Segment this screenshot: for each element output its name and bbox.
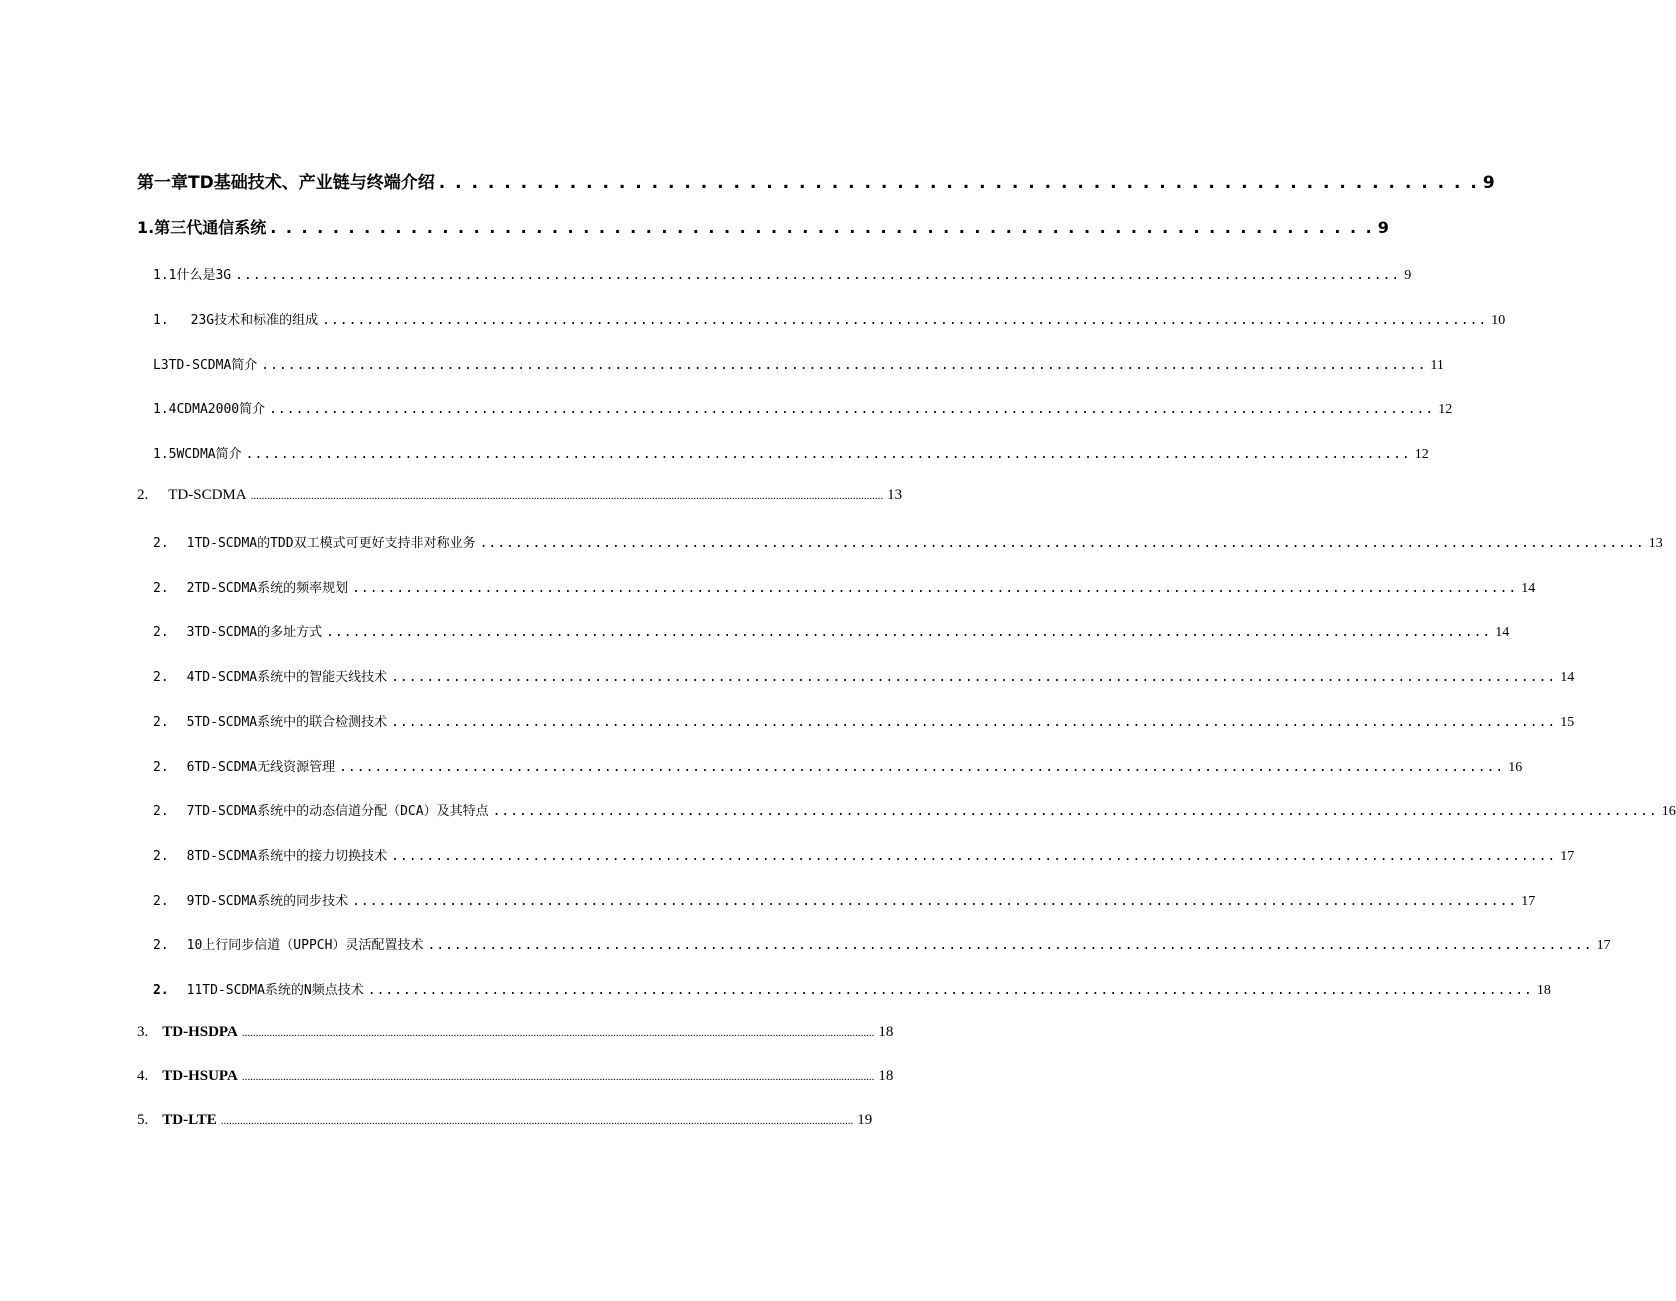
toc-entry[interactable] — [153, 398, 1453, 418]
toc-entry-title: 1.第三代通信系统 — [137, 218, 267, 237]
toc-leader-dots: ...................................................................................................................................................................................................................................... — [241, 1071, 875, 1083]
toc-entry-number: 2. — [153, 849, 169, 864]
toc-entry-number: 2. — [153, 938, 169, 953]
toc-entry-page: 16 — [1508, 760, 1523, 775]
toc-entry[interactable] — [153, 756, 1523, 776]
toc-entry[interactable] — [153, 711, 1575, 731]
toc-entry[interactable] — [153, 621, 1510, 641]
toc-entry-title: L3TD-SCDMA简介 — [153, 358, 258, 373]
toc-entry-number: 2. — [153, 670, 169, 685]
toc-entry-number: 2. — [153, 715, 169, 730]
toc-entry-page: 16 — [1661, 804, 1676, 819]
toc-entry-title: 1.4CDMA2000简介 — [153, 402, 266, 417]
toc-entry-title: 2TD-SCDMA系统的频率规划 — [186, 581, 349, 596]
toc-entry-page: 19 — [857, 1112, 873, 1128]
toc-entry-page: 14 — [1560, 670, 1575, 685]
toc-leader-dots: .................................................................................................................................... — [391, 715, 1557, 730]
toc-entry-page: 13 — [887, 487, 903, 503]
toc-leader-dots: .................................................................................................................................... — [235, 268, 1401, 283]
toc-leader-dots: .................................................................................................................................... — [269, 402, 1435, 417]
toc-entry-number: 4. — [137, 1068, 149, 1084]
toc-entry-page: 18 — [878, 1068, 894, 1084]
toc-entry[interactable] — [153, 890, 1536, 910]
toc-entry-number: 2. — [137, 487, 149, 503]
toc-entry-title: 9TD-SCDMA系统的同步技术 — [186, 894, 349, 909]
toc-entry-title: 6TD-SCDMA无线资源管理 — [186, 760, 336, 775]
toc-entry-title: 第一章TD基础技术、产业链与终端介绍 — [137, 173, 435, 193]
toc-leader-dots: ...................................................................................................................................................................................................................................... — [241, 1027, 875, 1039]
toc-entry[interactable] — [153, 666, 1575, 686]
toc-entry-page: 18 — [878, 1024, 894, 1040]
toc-entry-number: 2. — [153, 894, 169, 909]
toc-entry-number: 2. — [153, 804, 169, 819]
toc-entry-page: 17 — [1521, 894, 1536, 909]
toc-entry-page: 18 — [1536, 983, 1551, 998]
toc-entry-number: 3. — [137, 1024, 149, 1040]
toc-entry[interactable] — [137, 487, 903, 504]
toc-leader-dots: . . . . . . . . . . . . . . . . . . . . . . . . . . . . . . . . . . . . . . . . . . . . . . . . . . . . . . . . . . . . . . . . . . . . . . . — [270, 218, 1374, 237]
toc-leader-dots: .................................................................................................................................... — [479, 536, 1645, 551]
toc-entry-title: TD-SCDMA — [168, 487, 247, 503]
toc-entry-title: 3TD-SCDMA的多址方式 — [186, 625, 323, 640]
toc-leader-dots: .................................................................................................................................... — [391, 670, 1557, 685]
toc-entry-page: 12 — [1438, 402, 1453, 417]
toc-entry[interactable] — [137, 168, 1495, 193]
toc-leader-dots: .................................................................................................................................... — [427, 938, 1593, 953]
toc-entry-page: 9 — [1404, 268, 1412, 283]
toc-entry-title: TD-LTE — [162, 1112, 217, 1128]
toc-entry-number: 1. — [153, 313, 169, 328]
toc-entry-page: 9 — [1482, 173, 1495, 193]
toc-entry[interactable] — [153, 264, 1412, 284]
toc-leader-dots: .................................................................................................................................... — [367, 983, 1533, 998]
toc-entry[interactable] — [137, 1112, 873, 1129]
toc-entry-page: 15 — [1560, 715, 1575, 730]
toc-leader-dots: .................................................................................................................................... — [326, 625, 1492, 640]
toc-entry-page: 12 — [1414, 447, 1429, 462]
toc-entry-title: 4TD-SCDMA系统中的智能天线技术 — [186, 670, 388, 685]
toc-entry-page: 11 — [1430, 358, 1444, 373]
toc-entry[interactable] — [137, 215, 1389, 238]
toc-entry-page: 17 — [1560, 849, 1575, 864]
toc-entry-title: 10上行同步信道（UPPCH）灵活配置技术 — [186, 938, 424, 953]
toc-entry-page: 13 — [1648, 536, 1663, 551]
toc-entry-title: 1.1什么是3G — [153, 268, 232, 283]
toc-entry-title: TD-HSDPA — [162, 1024, 238, 1040]
toc-entry[interactable] — [153, 354, 1444, 374]
toc-entry[interactable] — [153, 309, 1506, 329]
toc-entry-title: 1TD-SCDMA的TDD双工模式可更好支持非对称业务 — [186, 536, 476, 551]
toc-leader-dots: .................................................................................................................................... — [492, 804, 1658, 819]
toc-entry-title: 7TD-SCDMA系统中的动态信道分配（DCA）及其特点 — [186, 804, 489, 819]
toc-leader-dots: ...................................................................................................................................................................................................................................... — [250, 490, 884, 502]
toc-entry-title: 23G技术和标准的组成 — [190, 313, 319, 328]
toc-entry-title: 8TD-SCDMA系统中的接力切换技术 — [186, 849, 388, 864]
toc-entry-number: 2. — [153, 581, 169, 596]
toc-leader-dots: .................................................................................................................................... — [339, 760, 1505, 775]
toc-entry-page: 10 — [1491, 313, 1506, 328]
toc-leader-dots: .................................................................................................................................... — [322, 313, 1488, 328]
toc-leader-dots: .................................................................................................................................... — [352, 581, 1518, 596]
toc-entry-number: 2. — [153, 625, 169, 640]
toc-entry[interactable] — [137, 1068, 894, 1085]
toc-entry[interactable] — [153, 800, 1676, 820]
toc-entry[interactable] — [153, 577, 1536, 597]
toc-entry-page: 9 — [1377, 218, 1389, 237]
toc-entry-page: 14 — [1495, 625, 1510, 640]
toc-leader-dots: ...................................................................................................................................................................................................................................... — [220, 1115, 854, 1127]
toc-leader-dots: .................................................................................................................................... — [391, 849, 1557, 864]
toc-leader-dots: .................................................................................................................................... — [245, 447, 1411, 462]
toc-entry-title: 1.5WCDMA简介 — [153, 447, 242, 462]
toc-entry-page: 14 — [1521, 581, 1536, 596]
toc-entry-number: 2. — [153, 983, 169, 998]
toc-entry[interactable] — [153, 532, 1663, 552]
toc-leader-dots: .................................................................................................................................... — [352, 894, 1518, 909]
toc-entry[interactable] — [137, 1024, 894, 1041]
toc-entry-title: 11TD-SCDMA系统的N频点技术 — [186, 983, 364, 998]
toc-entry[interactable] — [153, 845, 1575, 865]
toc-leader-dots: .................................................................................................................................... — [261, 358, 1427, 373]
toc-entry-page: 17 — [1596, 938, 1611, 953]
toc-entry-number: 2. — [153, 536, 169, 551]
toc-entry-title: TD-HSUPA — [162, 1068, 238, 1084]
toc-leader-dots: . . . . . . . . . . . . . . . . . . . . . . . . . . . . . . . . . . . . . . . . . . . . . . . . . . . . . . . . . . . . . . . . — [438, 173, 1479, 193]
toc-entry[interactable] — [153, 979, 1551, 999]
toc-entry[interactable] — [153, 934, 1611, 954]
toc-entry-number: 5. — [137, 1112, 149, 1128]
toc-entry-title: 5TD-SCDMA系统中的联合检测技术 — [186, 715, 388, 730]
toc-entry-number: 2. — [153, 760, 169, 775]
toc-entry[interactable] — [153, 443, 1429, 463]
